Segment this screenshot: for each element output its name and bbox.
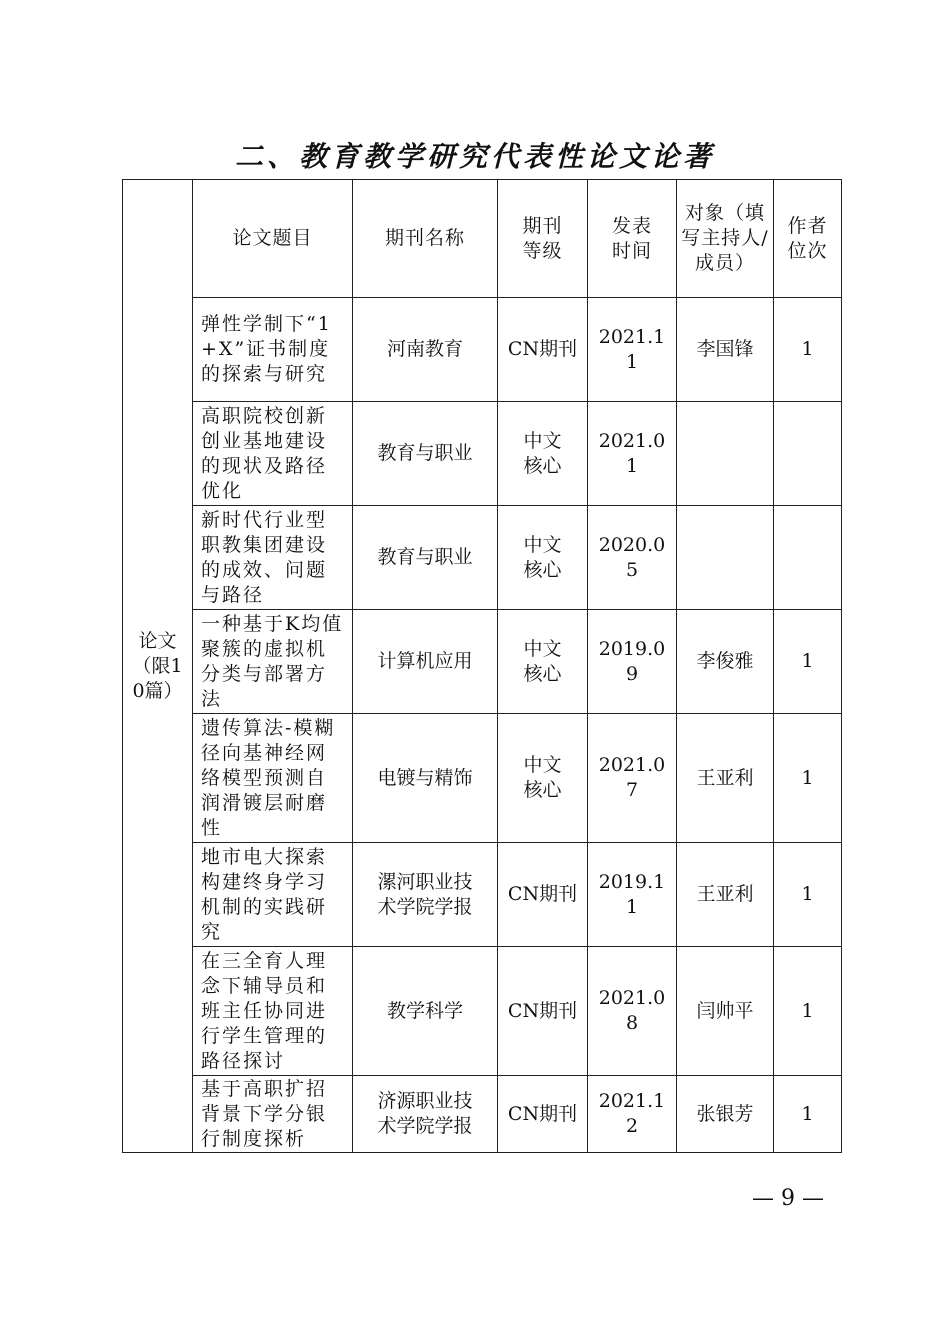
category-label: 论文（限10篇）	[132, 629, 183, 702]
table-row	[123, 610, 842, 714]
rank-cell: 1	[774, 1076, 842, 1153]
date-cell: 2020.05	[588, 506, 677, 610]
level-cell: CN期刊	[498, 947, 588, 1076]
journal-cell: 教学科学	[353, 947, 498, 1076]
rank-cell: 1	[774, 610, 842, 714]
person-cell	[677, 506, 774, 610]
person-cell: 李俊雅	[677, 610, 774, 714]
table-header-row	[123, 180, 842, 298]
section-title: 二、教育教学研究代表性论文论著	[234, 140, 715, 173]
paper-title-cell: 遗传算法-模糊径向基神经网络模型预测自润滑镀层耐磨性	[193, 714, 353, 843]
level-cell: 中文核心	[498, 506, 588, 610]
table-row	[123, 298, 842, 402]
journal-cell: 河南教育	[353, 298, 498, 402]
journal-cell: 漯河职业技术学院学报	[353, 843, 498, 947]
person-cell: 王亚利	[677, 714, 774, 843]
header-journal: 期刊名称	[353, 180, 498, 298]
level-cell: 中文核心	[498, 714, 588, 843]
header-person: 对象（填写主持人/成员）	[677, 180, 774, 298]
journal-cell: 教育与职业	[353, 402, 498, 506]
table-row	[123, 506, 842, 610]
journal-cell: 教育与职业	[353, 506, 498, 610]
date-cell: 2021.08	[588, 947, 677, 1076]
date-cell: 2021.12	[588, 1076, 677, 1153]
header-date: 发表时间	[588, 180, 677, 298]
rank-cell: 1	[774, 843, 842, 947]
date-cell: 2021.11	[588, 298, 677, 402]
paper-title-cell: 新时代行业型职教集团建设的成效、问题与路径	[193, 506, 353, 610]
page-number: — 9 —	[752, 1186, 824, 1211]
date-cell: 2019.11	[588, 843, 677, 947]
rank-cell	[774, 506, 842, 610]
table-row	[123, 1076, 842, 1153]
level-cell: CN期刊	[498, 1076, 588, 1153]
level-cell: 中文核心	[498, 610, 588, 714]
header-rank: 作者位次	[774, 180, 842, 298]
journal-cell: 电镀与精饰	[353, 714, 498, 843]
person-cell: 王亚利	[677, 843, 774, 947]
table-row	[123, 947, 842, 1076]
person-cell: 李国锋	[677, 298, 774, 402]
date-cell: 2021.01	[588, 402, 677, 506]
date-cell: 2019.09	[588, 610, 677, 714]
rank-cell	[774, 402, 842, 506]
paper-title-cell: 高职院校创新创业基地建设的现状及路径优化	[193, 402, 353, 506]
person-cell: 张银芳	[677, 1076, 774, 1153]
journal-cell: 济源职业技术学院学报	[353, 1076, 498, 1153]
person-cell	[677, 402, 774, 506]
paper-title-cell: 一种基于K均值聚簇的虚拟机分类与部署方法	[193, 610, 353, 714]
header-paper-title: 论文题目	[193, 180, 353, 298]
level-cell: 中文核心	[498, 402, 588, 506]
table-row	[123, 402, 842, 506]
paper-title-cell: 地市电大探索构建终身学习机制的实践研究	[193, 843, 353, 947]
category-cell	[123, 180, 193, 1153]
paper-title-cell: 在三全育人理念下辅导员和班主任协同进行学生管理的路径探讨	[193, 947, 353, 1076]
rank-cell: 1	[774, 298, 842, 402]
header-level: 期刊等级	[498, 180, 588, 298]
paper-title-cell: 基于高职扩招背景下学分银行制度探析	[193, 1076, 353, 1153]
rank-cell: 1	[774, 947, 842, 1076]
paper-title-cell: 弹性学制下“1+X”证书制度的探索与研究	[193, 298, 353, 402]
rank-cell: 1	[774, 714, 842, 843]
level-cell: CN期刊	[498, 843, 588, 947]
person-cell: 闫帅平	[677, 947, 774, 1076]
table-row	[123, 714, 842, 843]
level-cell: CN期刊	[498, 298, 588, 402]
date-cell: 2021.07	[588, 714, 677, 843]
journal-cell: 计算机应用	[353, 610, 498, 714]
papers-table	[122, 179, 842, 1153]
table-row	[123, 843, 842, 947]
